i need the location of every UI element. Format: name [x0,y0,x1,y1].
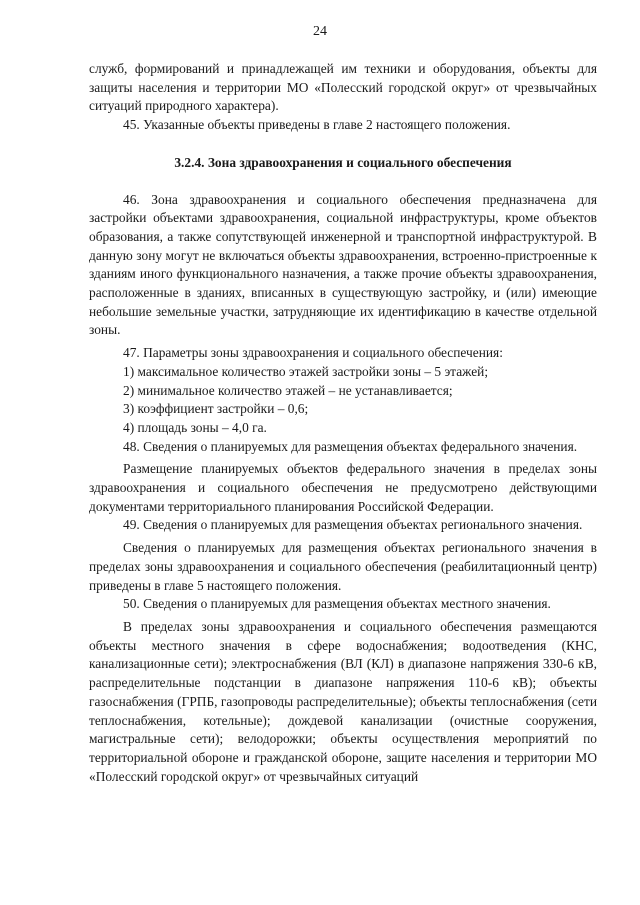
paragraph-49-body: Сведения о планируемых для размещения объектах регионального значения в пределах зоны здравоохранения и социального обеспечения (реабилитационный центр) приведены в главе 5 настоящего положения. [89,540,597,593]
page-number: 24 [313,24,327,39]
paragraph-48-body: Размещение планируемых объектов федерального значения в пределах зоны здравоохранения и социального обеспечения не предусмотрено действующими документами территориального планирования Российской Федерации. [89,461,597,514]
paragraph-50: 50. Сведения о планируемых для размещения объектах местного значения. [123,596,551,612]
list-item-47-4: 4) площадь зоны – 4,0 га. [123,419,267,435]
paragraph-47: 47. Параметры зоны здравоохранения и социального обеспечения: [123,345,503,361]
list-item-47-1: 1) максимальное количество этажей застройки зоны – 5 этажей; [123,363,489,379]
section-heading: 3.2.4. Зона здравоохранения и социального обеспечения [174,154,512,170]
paragraph-continuation: служб, формирований и принадлежащей им техники и оборудования, объекты для защиты населения и территории МО «Полесский городской округ» от чрезвычайных ситуаций природного характера). [89,61,597,114]
paragraph-48: 48. Сведения о планируемых для размещения объектах федерального значения. [123,438,578,454]
paragraph-46: 46. Зона здравоохранения и социального обеспечения предназначена для застройки объектами здравоохранения, социальной инфраструктуры, кроме объектов образования, а также сопутствующей инженерной и транспортной инфраструктурой. В данную зону могут не включаться объекты здравоохранения, встроенно-пристроенные к зданиям иного функционального назначения, а также прочие объекты здравоохранения, расположенные в зданиях, вписанных в существующую застройку, и (или) имеющие небольшие земельные участки, затрудняющие их идентификацию в качестве отдельной зоны. [89,191,597,338]
document-body [89,60,597,786]
paragraph-49: 49. Сведения о планируемых для размещения объектах регионального значения. [123,517,583,533]
list-item-47-2: 2) минимальное количество этажей – не устанавливается; [123,382,453,398]
paragraph-45: 45. Указанные объекты приведены в главе 2 настоящего положения. [123,117,511,133]
paragraph-50-body: В пределах зоны здравоохранения и социального обеспечения размещаются объекты местного значения в сфере водоснабжения; водоотведения (КНС, канализационные сети); электроснабжения (ВЛ (КЛ) в диапазоне напряжения 330-6 кВ, распределительные подстанции в диапазоне напряжения 110-6 кВ); объекты газоснабжения (ГРПБ, газопроводы распределительные); объекты теплоснабжения (сети теплоснабжения, котельные); дождевой канализации (очистные сооружения, магистральные сети); велодорожки; объекты осуществления мероприятий по территориальной обороне и гражданской обороне, защите населения и территории МО «Полесский городской округ» от чрезвычайных ситуаций [89,618,597,784]
list-item-47-3: 3) коэффициент застройки – 0,6; [123,401,309,417]
